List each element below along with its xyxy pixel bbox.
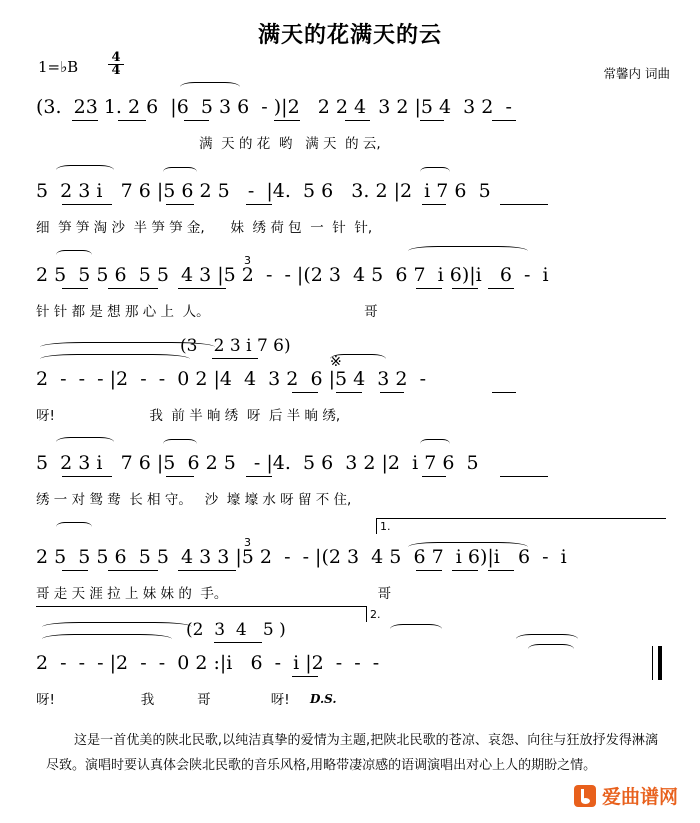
- final-barline-thick: [658, 646, 662, 680]
- beam: [62, 204, 112, 205]
- slur: [42, 634, 172, 644]
- beam: [345, 120, 370, 121]
- time-signature: [105, 52, 127, 77]
- beam: [420, 120, 444, 121]
- ds-mark: D.S.: [310, 692, 337, 706]
- beam: [166, 204, 194, 205]
- triplet-mark: 3: [244, 536, 251, 549]
- note-row: 2 - - - |2 - - 0 2 |4 4 3 2 6 |5 4 3 2 -: [36, 368, 427, 390]
- beam: [108, 570, 158, 571]
- beam: [416, 288, 442, 289]
- beam: [488, 570, 514, 571]
- logo-text: 爱曲谱网: [601, 786, 678, 808]
- note-row: 5 2 3 i 7 6 |5 6 2 5 - |4. 5 6 3 2 |2 i 7 6 5: [36, 452, 479, 474]
- beam: [246, 476, 272, 477]
- slur: [56, 522, 92, 532]
- lyric-row: 细 笋 笋 淘 沙 半 笋 笋 金, 妹 绣 荷 包 一 针 针,: [36, 220, 373, 236]
- note-row: 2 5 5 5 6 5 5 4 3 3 |5 2 - - |(2 3 4 5 6 7 i 6)|i 6 - i: [36, 546, 567, 568]
- slur: [40, 354, 190, 364]
- lyric-row: 针 针 都 是 想 那 心 上 人。 哥: [36, 304, 378, 320]
- beam: [166, 476, 194, 477]
- footer-note: 这是一首优美的陕北民歌,以纯洁真挚的爱情为主题,把陕北民歌的苍凉、哀怨、向往与狂放抒发得淋漓尽致。演唱时要认真体会陕北民歌的音乐风格,用略带凄凉感的语调演唱出对心上人的期盼之情。: [46, 733, 658, 773]
- slur: [408, 246, 528, 256]
- beam: [416, 570, 442, 571]
- triplet-mark: 3: [244, 254, 251, 267]
- note-row: (3. 23 1. 2 6 |6 5 3 6 - )|2 2 2 4 3 2 |5 4 3 2 -: [36, 96, 512, 118]
- volta-1-label: 1.: [380, 520, 391, 533]
- beam: [488, 288, 514, 289]
- note-row: 2 - - - |2 - - 0 2 :|i 6 - i |2 - - -: [36, 652, 380, 674]
- beam: [246, 204, 272, 205]
- volta-2-label: 2.: [370, 608, 381, 621]
- beam: [178, 288, 226, 289]
- note-row: (2 3 4 5 ): [186, 620, 286, 640]
- volta-bracket-2: [36, 606, 366, 607]
- time-signature-numerator: 4: [108, 52, 123, 65]
- beam: [500, 476, 548, 477]
- beam: [274, 120, 300, 121]
- beam: [452, 570, 478, 571]
- beam: [292, 676, 318, 677]
- lyric-row: 哥 走 天 涯 拉 上 妹 妹 的 手。 哥: [36, 586, 392, 602]
- lyric-row: 满 天 的 花 哟 满 天 的 云,: [36, 136, 381, 152]
- lyric-row: 呀! 我 哥 呀!: [36, 692, 290, 708]
- beam: [336, 392, 362, 393]
- note-row: 2 5 5 5 6 5 5 4 3 |5 2 - - |(2 3 4 5 6 7 i 6)|i 6 - i: [36, 264, 549, 286]
- lyric-row: 绣 一 对 鸳 鸯 长 相 守。 沙 壕 壕 水 呀 留 不 住,: [36, 492, 352, 508]
- final-barline-thin: [652, 646, 653, 680]
- slur: [180, 82, 240, 92]
- beam: [380, 392, 404, 393]
- beam: [212, 358, 258, 359]
- beam: [452, 288, 478, 289]
- slur: [330, 354, 386, 364]
- page-title: 满天的花满天的云: [257, 23, 442, 48]
- slur: [56, 250, 92, 260]
- slur: [42, 622, 192, 632]
- slur: [56, 437, 114, 447]
- time-signature-denominator: 4: [111, 63, 121, 78]
- volta-bracket-1: [376, 518, 666, 519]
- site-logo: [574, 782, 678, 809]
- slur: [163, 439, 197, 449]
- beam: [214, 642, 262, 643]
- slur: [420, 439, 450, 449]
- beam: [62, 288, 88, 289]
- beam: [422, 476, 446, 477]
- beam: [108, 288, 158, 289]
- note-row: (3 2 3 i 7 6): [180, 336, 291, 356]
- slur: [56, 165, 114, 175]
- beam: [492, 392, 516, 393]
- segno-mark: ※: [330, 354, 342, 370]
- beam: [184, 120, 209, 121]
- beam: [62, 570, 88, 571]
- beam: [422, 204, 446, 205]
- beam: [492, 120, 516, 121]
- beam: [118, 120, 146, 121]
- note-row: 5 2 3 i 7 6 |5 6 2 5 - |4. 5 6 3. 2 |2 i 7 6 5: [36, 180, 491, 202]
- beam: [62, 476, 112, 477]
- logo-mark-icon: [574, 785, 596, 807]
- slur: [420, 167, 450, 177]
- slur: [163, 167, 197, 177]
- beam: [178, 570, 236, 571]
- beam: [292, 392, 318, 393]
- beam: [72, 120, 98, 121]
- composer-credit: 常馨内 词曲: [603, 66, 670, 81]
- volta-bracket-1-tick: [376, 518, 377, 534]
- key-signature: 1=♭B: [38, 58, 79, 76]
- lyric-row: 呀! 我 前 半 晌 绣 呀 后 半 晌 绣,: [36, 408, 341, 424]
- beam: [500, 204, 548, 205]
